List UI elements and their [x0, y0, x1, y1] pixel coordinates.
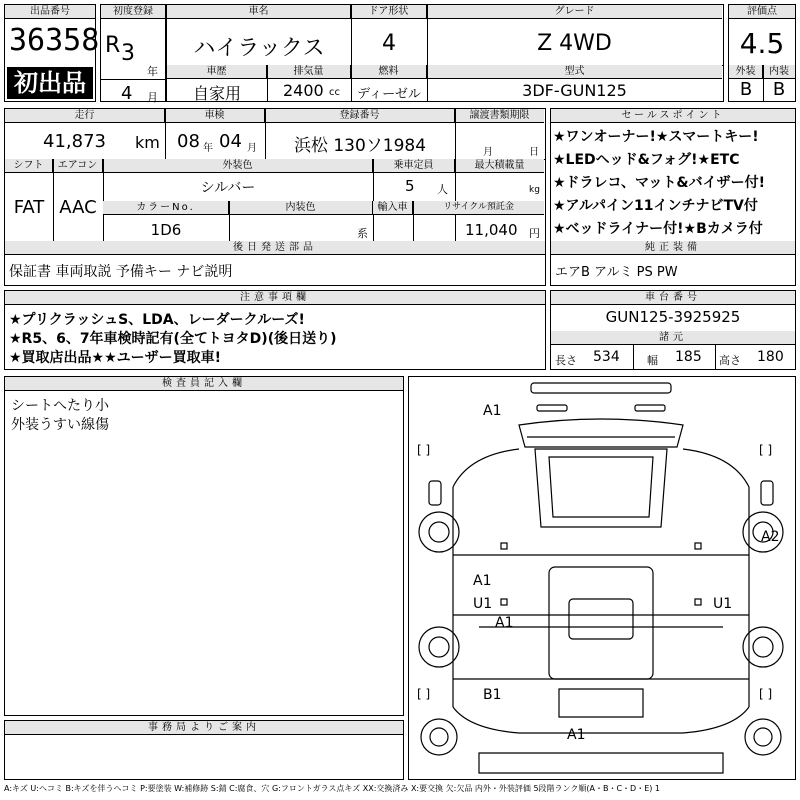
chassis-label: 車台番号: [551, 291, 795, 305]
dimensions-label: 諸元: [551, 331, 795, 345]
first-reg-label: 初度登録: [101, 5, 165, 19]
insp-year: 08: [177, 131, 200, 152]
detail-box: [4, 108, 546, 286]
era: R: [105, 33, 121, 58]
sales-points-box: [550, 108, 796, 286]
damage-mark: A1: [495, 615, 514, 631]
inspection-label: 車検: [165, 109, 265, 123]
office-label: 事務局よりご案内: [5, 721, 403, 735]
door-label: ドア形状: [351, 5, 427, 19]
notes-label: 注意事項欄: [5, 291, 545, 305]
import-label: 輸入車: [373, 201, 413, 215]
inspector-box: [4, 376, 404, 716]
equipment: エアB アルミ PS PW: [555, 265, 678, 280]
int-color-label: 内装色: [229, 201, 373, 215]
later-parts-label: 後日発送部品: [5, 241, 545, 255]
model: 3DF-GUN125: [522, 81, 627, 100]
transfer-label: 譲渡書類期限: [455, 109, 544, 123]
later-parts: 保証書 車両取説 予備キー ナビ説明: [9, 264, 233, 280]
truck-outline-diagram: [409, 377, 794, 778]
ext-grade: B: [739, 79, 753, 100]
width-label: 幅: [647, 354, 658, 367]
recycle-label: リサイクル預託金: [413, 201, 544, 215]
note-line: ★R5、6、7年車検時記有(全てトヨタD)(後日送り): [9, 331, 337, 347]
color-label: 外装色: [103, 159, 373, 173]
notes-box: [4, 290, 546, 370]
history: 自家用: [192, 84, 241, 103]
inspector-note: 外装うすい線傷: [11, 417, 109, 433]
month-unit: 月: [147, 91, 158, 104]
sales-point-line: ★ワンオーナー!★スマートキー!: [553, 129, 759, 145]
note-line: ★買取店出品★★ユーザー買取車!: [9, 350, 222, 366]
damage-mark: A1: [473, 573, 492, 589]
exterior-color: シルバー: [200, 180, 256, 196]
chassis-box: [550, 290, 796, 370]
transfer-day-unit: 日: [529, 147, 539, 158]
length: 534: [593, 349, 620, 365]
ext-label: 外装: [729, 65, 763, 79]
color-no-label: カラーNo.: [103, 201, 229, 215]
grade: Z 4WD: [537, 31, 612, 56]
equipment-label: 純正装備: [551, 241, 795, 255]
fuel: ディーゼル: [357, 87, 421, 102]
vehicle-info-box: [166, 4, 724, 102]
plate-number: 浜松 130ソ1984: [293, 136, 427, 156]
office-box: [4, 720, 404, 780]
car-name-label: 車名: [167, 5, 351, 19]
reg-month: 4: [121, 83, 133, 104]
ac-label: エアコン: [53, 159, 103, 173]
displacement-unit: cc: [329, 87, 340, 98]
inspector-label: 検査員記入欄: [5, 377, 403, 391]
displacement-label: 排気量: [267, 65, 351, 79]
displacement: 2400: [283, 81, 324, 100]
lot-number: 36358: [9, 23, 100, 58]
vehicle-diagram: [408, 376, 796, 780]
doors: 4: [382, 31, 396, 56]
mileage-label: 走行: [5, 109, 165, 123]
recycle-fee: 11,040: [465, 221, 518, 239]
first-registration-box: [100, 4, 166, 102]
first-listing-badge: 初出品: [7, 67, 93, 99]
lot-box: [4, 4, 100, 102]
capacity-unit: 人: [437, 183, 448, 196]
legend-text: A:キズ U:ヘコミ B:キズを伴うヘコミ P:要塗装 W:補修跡 S:錆 C:腐食、穴 G:フロントガラス点キズ XX:交換済み X:要交換 欠:欠品 内外・外装評価 5段階ランク順(A・B・C・D・E) 1: [4, 784, 661, 793]
score-box: [728, 4, 796, 102]
chassis-number: GUN125-3925925: [605, 308, 741, 326]
recycle-unit: 円: [529, 227, 540, 240]
damage-mark: U1: [713, 596, 733, 612]
sales-point-line: ★アルパイン11インチナビTV付: [553, 198, 758, 214]
reg-year: 3: [121, 41, 135, 66]
shift: FAT: [13, 197, 45, 218]
lot-label: 出品番号: [5, 5, 95, 19]
bracket-mark: [ ]: [417, 687, 431, 701]
capacity-label: 乗車定員: [373, 159, 455, 173]
history-label: 車歴: [167, 65, 267, 79]
score: 4.5: [739, 27, 785, 60]
shift-label: シフト: [5, 159, 53, 173]
grade-label: グレード: [427, 5, 722, 19]
note-line: ★プリクラッシュS、LDA、レーダークルーズ!: [9, 312, 305, 328]
car-name: ハイラックス: [193, 36, 325, 61]
transfer-month-unit: 月: [483, 147, 493, 158]
bracket-mark: [ ]: [759, 443, 773, 457]
mileage: 41,873: [43, 131, 106, 152]
damage-mark: A1: [483, 403, 502, 419]
damage-mark: A2: [761, 529, 780, 545]
load-unit: kg: [529, 185, 540, 195]
int-label: 内装: [763, 65, 795, 79]
damage-mark: B1: [483, 687, 502, 703]
fuel-label: 燃料: [351, 65, 427, 79]
height-label: 高さ: [719, 354, 741, 367]
insp-year-unit: 年: [203, 143, 213, 154]
insp-month: 04: [219, 131, 242, 152]
model-label: 型式: [427, 65, 722, 79]
bracket-mark: [ ]: [417, 443, 431, 457]
mileage-unit: km: [135, 133, 160, 152]
width: 185: [675, 349, 702, 365]
ac: AAC: [59, 197, 97, 218]
sales-points-label: セールスポイント: [551, 109, 795, 123]
sales-point-line: ★LEDヘッド&フォグ!★ETC: [553, 152, 740, 168]
insp-month-unit: 月: [247, 143, 257, 154]
bracket-mark: [ ]: [759, 687, 773, 701]
sales-point-line: ★ベッドライナー付!★Bカメラ付: [553, 221, 763, 237]
inspector-note: シートへたり小: [11, 398, 109, 414]
plate-label: 登録番号: [265, 109, 455, 123]
int-grade: B: [772, 79, 786, 100]
color-number: 1D6: [150, 221, 182, 239]
height: 180: [757, 349, 784, 365]
score-label: 評価点: [729, 5, 795, 19]
load-label: 最大積載量: [455, 159, 544, 173]
damage-mark: A1: [567, 727, 586, 743]
length-label: 長さ: [555, 354, 577, 367]
year-unit: 年: [147, 65, 158, 78]
capacity: 5: [405, 177, 415, 195]
damage-mark: U1: [473, 596, 493, 612]
int-color-unit: 系: [357, 227, 368, 240]
sales-point-line: ★ドラレコ、マット&バイザー付!: [553, 175, 766, 191]
